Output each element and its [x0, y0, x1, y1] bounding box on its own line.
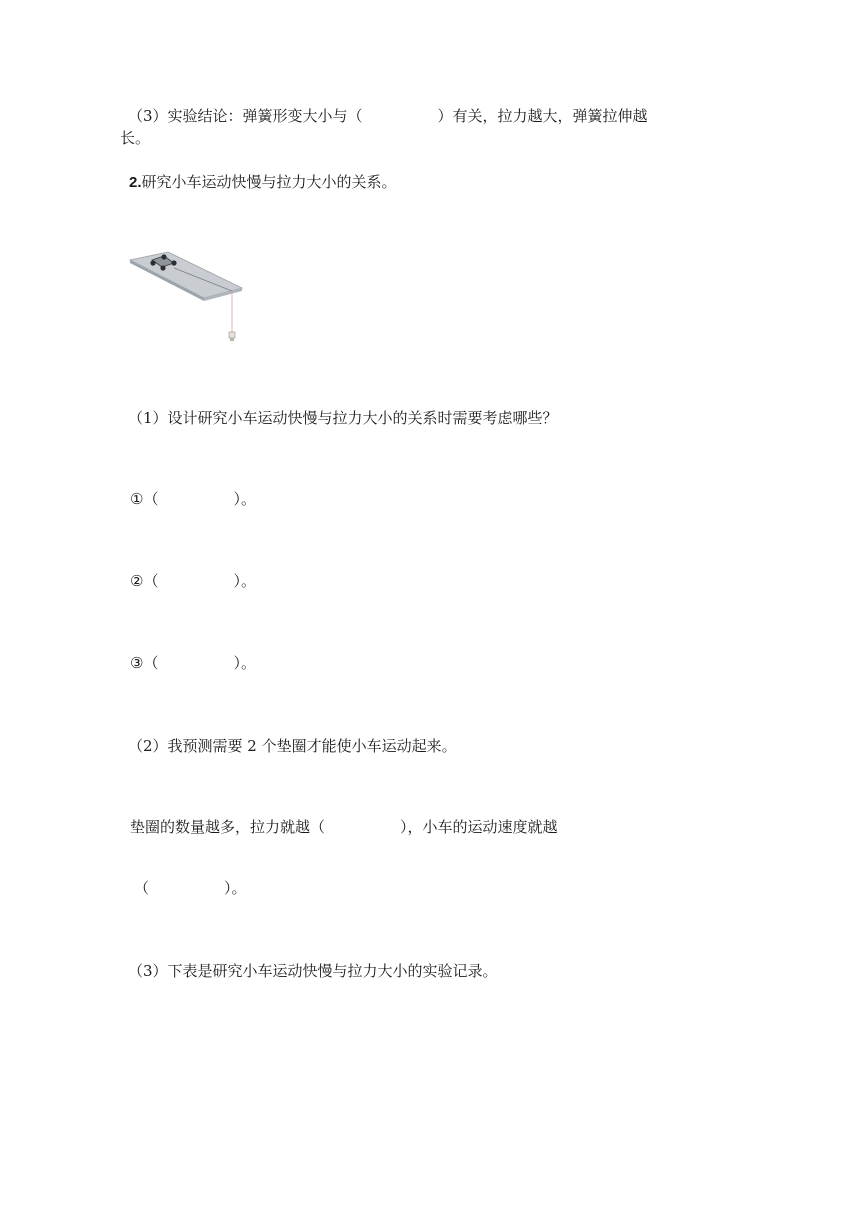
washer-hook — [230, 338, 234, 341]
sub-question-3: （3）下表是研究小车运动快慢与拉力大小的实验记录。 — [128, 962, 498, 980]
cart-ramp-illustration — [128, 246, 246, 350]
answer-blank-2: ②（ ）。 — [130, 572, 256, 590]
conclusion-line-1: （3）实验结论：弹簧形变大小与（ ）有关，拉力越大，弹簧拉伸越 — [128, 107, 648, 125]
washer-weight — [229, 332, 235, 338]
question-2-heading — [129, 172, 397, 193]
washer-reasoning-line-1: 垫圈的数量越多，拉力就越（ ），小车的运动速度就越 — [130, 818, 558, 836]
answer-blank-1: ①（ ）。 — [130, 490, 256, 508]
question-2-number: 2. — [129, 174, 142, 191]
washer-reasoning-line-2: （ ）。 — [134, 879, 247, 897]
question-2-title: 研究小车运动快慢与拉力大小的关系。 — [141, 173, 397, 191]
answer-blank-3: ③（ ）。 — [130, 654, 256, 672]
sub-question-1: （1）设计研究小车运动快慢与拉力大小的关系时需要考虑哪些？ — [128, 409, 558, 427]
cart-on-ramp-with-weight-figure — [128, 246, 246, 350]
conclusion-line-2: 长。 — [120, 129, 151, 147]
sub-question-2: （2）我预测需要 2 个垫圈才能使小车运动起来。 — [128, 737, 457, 755]
